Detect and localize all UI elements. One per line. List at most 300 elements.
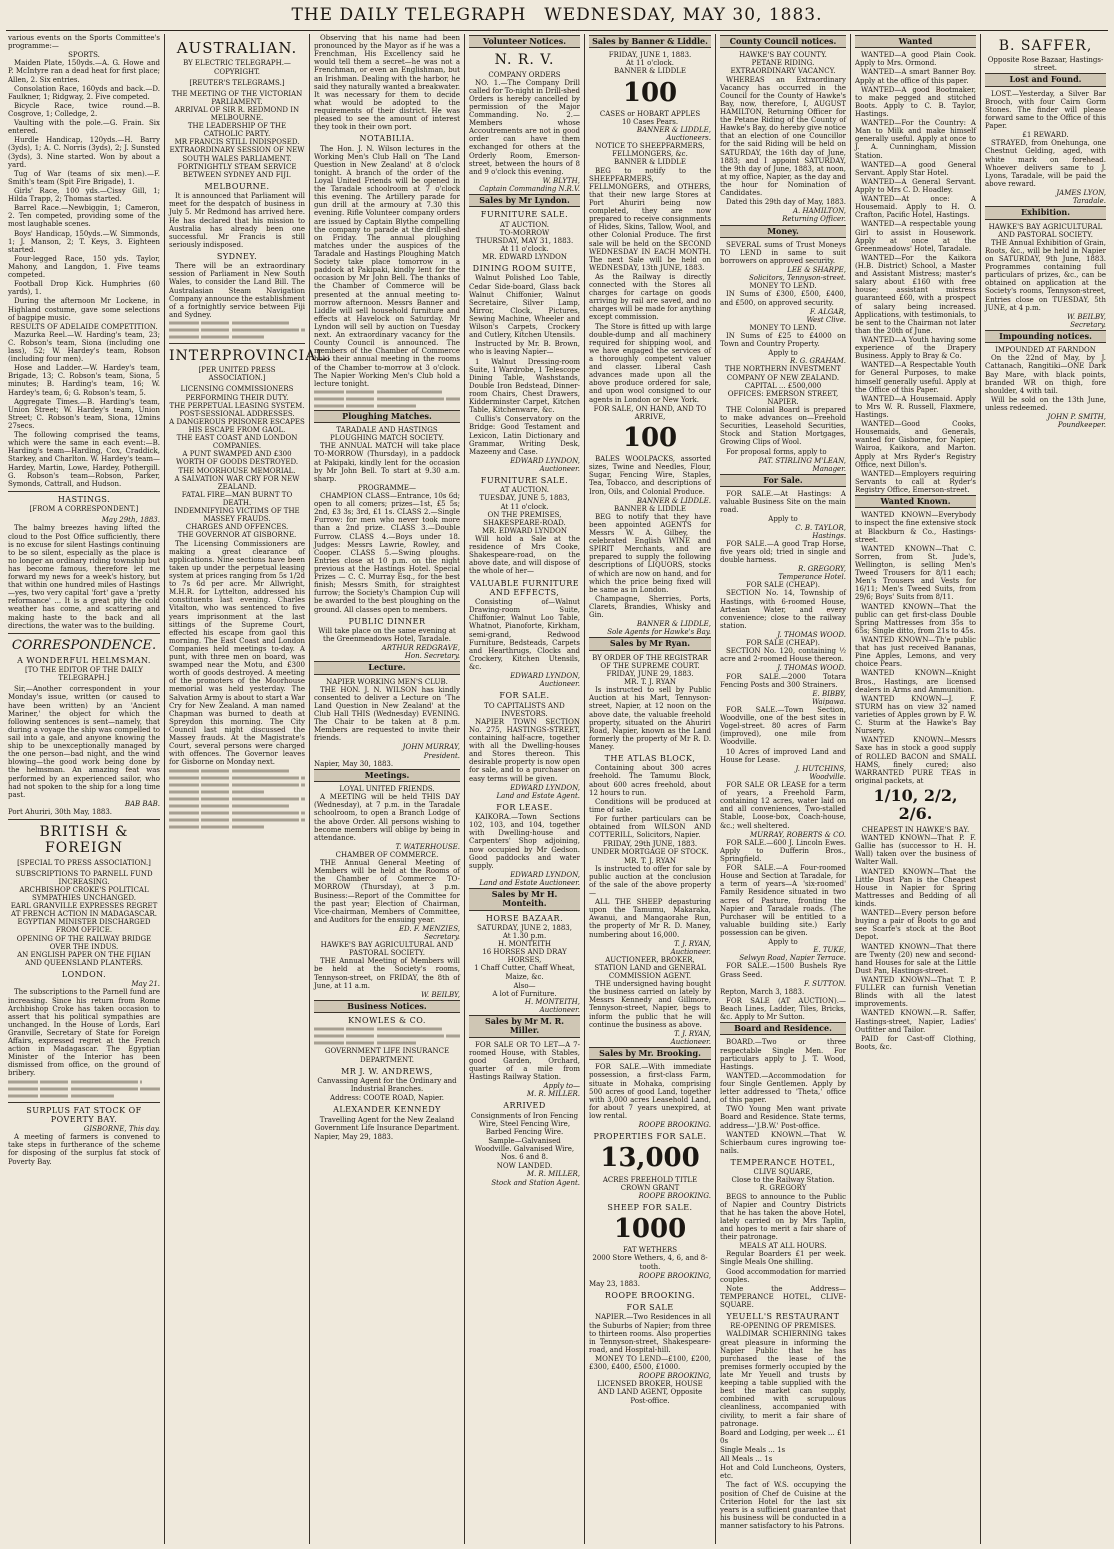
lend-heading: MONEY TO LEND. xyxy=(749,323,817,332)
wanted-ad: WANTED—A Respectable Youth for General Purposes, to make himself generally useful. Apply at the Office of this Paper. xyxy=(855,361,976,394)
illegible-text xyxy=(169,797,305,800)
sale-ad: FOR SALE.—1500 Bushels Rye Grass Seed. xyxy=(720,962,846,979)
agent-signature: ROOPE BROOKING. xyxy=(638,1121,711,1130)
lecture-header: Lecture. xyxy=(314,661,460,674)
news-headline: THE MEETING OF THE VICTORIAN PARLIAMENT. xyxy=(171,89,303,106)
column-7 xyxy=(850,34,980,1544)
solicitor-address: Solicitors, Tennyson-street. xyxy=(748,274,846,283)
kennedy-heading: ALEXANDER KENNEDY xyxy=(333,1105,441,1115)
cheap-heading: FOR SALE (CHEAP). xyxy=(746,639,820,648)
sports-result: Football Drop Kick. Humphries (60 yards), 1. xyxy=(8,280,160,297)
lender-signature: R. G. GRAHAM. xyxy=(790,357,846,366)
illegible-text xyxy=(314,390,442,393)
paper-date: WEDNESDAY, MAY 30, 1883. xyxy=(544,5,823,25)
board-header: Board and Residence. xyxy=(720,1022,846,1035)
vacancy-title: EXTRAORDINARY VACANCY. xyxy=(730,67,836,76)
auctioneer-role: Auctioneer. xyxy=(670,947,711,956)
seller-signature: E. TUKE, xyxy=(813,946,846,955)
conditions-text: Conditions will be produced at time of sale. xyxy=(589,797,711,814)
wanted-known-ad: WANTED KNOWN—That P. F. Gallie has (successor to H. H. Wall) taken over the business of Walter Wall. xyxy=(855,834,976,867)
saffer-address: Opposite Rose Bazaar, Hastings-street. xyxy=(987,56,1104,73)
for-sale-heading: FOR SALE xyxy=(626,1303,674,1313)
mortgage-heading: UNDER MORTGAGE OF STOCK. xyxy=(591,848,709,857)
wanted-known-ad: WANTED KNOWN—Messrs Saxe has in stock a good supply of ROLLED BACON and SMALL HAMS, finely cured; also WARRANTED PURE TEAS in original packets, at xyxy=(855,736,976,785)
news-headline: EXTRAORDINARY SESSION OF NEW SOUTH WALES PARLIAMENT. xyxy=(169,146,305,163)
lot-list: BALES WOOLPACKS, assorted sizes, Twine and Needles, Flour, Sugar, Fencing Wire, Staples, Tea, Tobacco, and descriptions of Iron, Oils, and Colonial Produce. xyxy=(589,455,711,496)
auctioneer-name: MR. EDWARD LYNDON xyxy=(481,253,568,262)
andrews-address: Address: COOTE ROAD, Napier. xyxy=(330,1094,444,1103)
brooking-header: Sales by Mr. Brooking. xyxy=(589,1047,711,1060)
wanted-known-ad: WANTED KNOWN—J. F. STURM has on view 32 named varieties of Apples grown by F. W. C. Sturm at the Hawke's Bay Nursery. xyxy=(855,694,976,736)
notabilia-heading: NOTABILIA. xyxy=(359,134,415,144)
seller-address: Hastings. xyxy=(812,531,846,540)
wanted-known-ad: PAID for Cast-off Clothing, Boots, &c. xyxy=(855,1034,976,1051)
sale-location: ON THE PREMISES, SHAKESPEARE-ROAD. xyxy=(483,510,566,527)
dinner-text: Will take place on the same evening at the Greenmeadows Hotel, Taradale. xyxy=(318,626,456,644)
auctioneer-role: Auctioneer. xyxy=(539,1006,580,1015)
sale-time: At 11 o'clock. xyxy=(500,502,549,511)
property-text: NAPIER TOWN SECTION No. 275, HASTINGS-STREET, containing half-acre, together with all the Dwelling-houses and Stores thereon. This desirable property is now open for sale, and to a purchaser on easy terms will be given. xyxy=(469,717,580,783)
illegible-text xyxy=(169,328,305,331)
sale-ad: FOR SALE (AT AUCTION).—Beach Lines, Ladder, Tiles, Bricks, &c. Apply to Mr Sutton. xyxy=(720,996,846,1022)
seller-signature: C. B. TAYLOR, xyxy=(795,523,846,532)
sale-time: At 11 o'clock. xyxy=(500,245,549,253)
furniture-heading: FURNITURE SALE. xyxy=(480,476,569,486)
cheap-heading: FOR SALE (CHEAP). xyxy=(746,581,820,590)
chamber-text: THE Annual General Meeting of Members will be held at the Rooms of the Chamber of Commerce TO-MORROW (Thursday), at 3 p.m. Business:—Report of the Committee for the past year; Election of Chairman, Vice-chairman, Members of Committee, and Auditors for the ensuing year. xyxy=(314,859,460,924)
county-title: HAWKE'S BAY COUNTY. xyxy=(739,51,827,60)
wanted-ad: WANTED—A Youth having some experience of the Drapery Business. Apply to Bray & Co. xyxy=(855,335,976,361)
lot-heading: THE ATLAS BLOCK, xyxy=(604,754,696,764)
consignment-text: Consignments of Iron Fencing Wire, Steel Fencing Wire, Barbed Fencing Wire. xyxy=(470,1111,579,1136)
sydney-text: There will be an extraordinary session of Parliament in New South Wales, to consider the Land Bill. The Australasian Steam Navigation Company announce the establishment of a fortnightly service between Fiji and Sydney. xyxy=(169,262,305,319)
news-headline: ARCHBISHOP CROKE'S POLITICAL SYMPATHIES UNCHANGED. xyxy=(19,885,149,903)
illegible-text xyxy=(169,769,289,772)
chamber-signature: ED. F. MENZIES, xyxy=(398,924,460,933)
sale-date: SATURDAY, JUNE 2, 1883, xyxy=(477,923,572,932)
money-text: IN Sums of £300, £500, £400, and £500, on approved security. xyxy=(720,290,846,307)
divider xyxy=(8,491,160,492)
gov-life-title: GOVERNMENT LIFE INSURANCE DEPARTMENT. xyxy=(324,1047,450,1064)
sale-date: FRIDAY, JUNE 1, 1883. xyxy=(608,51,692,60)
chamber-title: CHAMBER OF COMMERCE. xyxy=(335,850,439,859)
lend-heading: MONEY TO LEND. xyxy=(749,282,817,291)
divider xyxy=(8,1102,160,1103)
agent-role: Land and Estate Auctioneer. xyxy=(479,879,580,888)
letter-heading: A WONDERFUL HELMSMAN. xyxy=(17,655,151,665)
news-headline: EARL GRANVILLE EXPRESSES REGRET AT FRENCH ACTION IN MADAGASCAR. xyxy=(10,902,158,919)
news-headline: A PUNT SWAMPED AND £300 WORTH OF GOODS DESTROYED. xyxy=(175,450,299,467)
notice-text: As the Railway is directly connected with the Stores all charges for cartage on goods arriving by rail are saved, and no charges will be made for anything except commission. xyxy=(589,272,711,322)
board-ad: TWO Young Men want private Board and Residence. State terms, address—'J.B.W.' Post-office. xyxy=(720,1105,846,1130)
furniture-heading: FURNITURE SALE. xyxy=(480,210,569,220)
london-heading: LONDON. xyxy=(61,970,107,980)
hotel-address: CLIVE SQUARE, xyxy=(753,1168,813,1177)
nrv-heading: N. R. V. xyxy=(494,52,555,69)
hotel-text: Regular Boarders £1 per week. Single Meals One shilling. xyxy=(720,1250,846,1267)
wanted-ad: WANTED—A good General Servant. Apply Star Hotel. xyxy=(855,160,976,177)
pastoral-signature: W. BEILBY, xyxy=(420,990,460,999)
article-paragraph: The following comprised the teams, which were the same in each event:—B. Harding's team—Harding, Cox, Craddick, Starkey, and Charlton. W. Hardey's team—Hardey, Martin, Lowe, Hardey, Pothergill. G. Robson's team—Robson, Parker, Symonds, Cattrall, and Hudson. xyxy=(8,431,160,488)
news-headline: THE PERPETUAL LEASING SYSTEM. xyxy=(169,401,305,410)
manager-signature: PAT. STIRLING M'LEAN, xyxy=(758,456,846,465)
sale-instruction: Instructed by Mr. B. Brown, who is leaving Napier— xyxy=(469,340,580,357)
news-headline: THE MOORHOUSE MEMORIAL. xyxy=(178,466,296,475)
auctioneer-signature: EDWARD LYNDON, xyxy=(510,672,580,681)
lot-heading: 16 HORSES AND DRAY HORSES, xyxy=(482,948,567,965)
seller-signature: J. HUTCHINS, xyxy=(795,764,846,773)
sale-ad: FOR SALE.—600 J. Lincoln Ewes. Apply to Dufferin Bros., Springfield. xyxy=(720,838,846,863)
news-headline: A DANGEROUS PRISONER ESCAPES HIS ESCAPE FROM GAOL. xyxy=(169,417,305,434)
wanted-known-ad: WANTED KNOWN—Th'e public that has just received Bananas, Pine Apples, Lemons, and very choice Pears. xyxy=(855,635,976,669)
lot-list: 2000 Store Wethers, 4, 6, and 8-tooth. xyxy=(592,1254,708,1271)
pastoral-text: THE Annual Meeting of Members will be held at the Society's rooms, Tennyson-street, on FRIDAY, the 8th of June, at 11 a.m. xyxy=(314,957,460,990)
orders-text: NO. 1.—The Company Drill called for To-night in Drill-shed Orders is hereby cancelled by permission of the Major Commanding. No. 2.—Members whose Accoutrements are not in good order can have them exchanged for others at the Orderly Room, Emerson-street, between the hours of 8 and 9 o'clock this evening. xyxy=(469,78,581,176)
exhibition-title: HAWKE'S BAY AGRICULTURAL AND PASTORAL SOCIETY. xyxy=(988,222,1103,239)
sale-day: TO-MORROW xyxy=(499,228,550,237)
restaurant-text: The fact of W.S. occupying the position of Chef de Cuisine at the Criterion Hotel for the last six years is a sufficient guarantee that his business will be conducted in a manner satisfactory to his Patrons. xyxy=(720,1481,846,1530)
illegible-text xyxy=(169,783,305,786)
property-text: KAIKORA.—Town Sections 102, 103, and 104, together with Dwelling-house and Carpenters' Shop adjoining, now occupied by Mr Gedson. Good paddocks and water supply. xyxy=(469,813,580,870)
sports-intro: various events on the Sports Committee's programme:— xyxy=(8,34,160,51)
letter-text: Sir,—Another correspondent in your Monday's issue, written (or caused to have been written) by an 'Ancient Mariner,' the object for which the following sentences is sent—namely, that during a voyage the ship was compelled to sail into a gale, and anyone knowing the ship to be unexceptionally managed by the one person—bad night, and the wind blowing—the good work being done by the helmsman. An amazing feat was performed by an experienced sailor, who had not spoken to the ship for a long time past. xyxy=(8,685,160,799)
news-headline: THE LEADERSHIP OF THE CATHOLIC PARTY. xyxy=(187,122,287,139)
divider xyxy=(169,343,305,344)
lot-list: Containing about 300 acres freehold. The Tamumu Block, about 600 acres freehold, about 12 hours to run. xyxy=(589,764,711,797)
london-date: May 21. xyxy=(131,980,160,989)
lot-list: A lot of Furniture. xyxy=(492,989,557,998)
illegible-text xyxy=(314,1035,460,1038)
wanted-known-ad: WANTED KNOWN—Knight Bros., Hastings, are licensed dealers in Arms and Ammunition. xyxy=(855,669,976,694)
vacancy-text: WHEREAS an Extraordinary Vacancy has occurred in the Council for the County of Hawke's Bay, now, therefore, I, AUGUST HAMILTON, Returning Officer for the Petane Riding of the County of Hawke's Bay, do hereby give notice that an election of one Councillor for the said Riding will be held on SATURDAY, the 16th day of June, 1883; and I appoint SATURDAY, the 9th day of June, 1883, at noon, at my office, Napier, as the day and the hour for Nomination of Candidates. xyxy=(720,75,846,198)
sale-date: FRIDAY, 29th JUNE, 1883. xyxy=(602,840,698,849)
news-headline: MR FRANCIS STILL INDISPOSED. xyxy=(174,138,300,147)
column-3 xyxy=(309,34,464,1544)
auctioneer-signature: EDWARD LYNDON, xyxy=(510,456,580,465)
illegible-text xyxy=(169,790,264,793)
sports-result: Four-legged Race, 150 yds. Taylor, Mahony, and Langdon, 1. Five teams competed. xyxy=(8,254,160,280)
news-headline: SUBSCRIPTIONS TO PARNELL FUND INCREASING. xyxy=(15,869,153,886)
sale-text: Is instructed to offer for sale by public auction at the conclusion of the sale of the above property— xyxy=(589,864,711,897)
strayed-ad: STRAYED, from Onehunga, one Chestnut Gelding, aged, with white mark on forehead. Whoever delivers same to J. Lyons, Taradale, will be paid the above reward. xyxy=(985,139,1106,188)
sale-date: TUESDAY, JUNE 5, 1883, xyxy=(479,494,570,503)
quantity-figure: 100 xyxy=(622,77,678,108)
illegible-text xyxy=(8,1087,160,1090)
article-paragraph: Mazurka Reel.—W. Harding's team, 23; C. Robson's team, Siona (including one lass), 52; W. Hardey's team, Robson (including four men). xyxy=(8,330,160,364)
secretary-signature: W. BEILBY, xyxy=(1066,312,1106,321)
impound-text: On the 22nd of May, by J. Cattanach, Rangitiki—ONE Dark Bay Mare, with black points, branded WR on thigh, fore shoulder, 4 with tail. xyxy=(985,354,1106,395)
illegible-text xyxy=(314,397,460,400)
seller-address: Waipawa. xyxy=(811,697,846,706)
agent-signature: M. R. MILLER. xyxy=(526,1090,580,1099)
illegible-text xyxy=(314,1042,416,1045)
illegible-block xyxy=(169,768,305,1018)
sale-date: May 23, 1883. xyxy=(589,1279,640,1288)
auctioneer-role: Auctioneer. xyxy=(539,465,580,473)
auction-label: AT AUCTION. xyxy=(500,486,549,495)
miller-header: Sales by Mr M. R. Miller. xyxy=(469,1015,580,1038)
seller-address: Woodville. xyxy=(809,772,846,781)
reward-heading: £1 REWARD. xyxy=(1022,131,1069,140)
notice-text: The Store is fitted up with large double-dump and all machinery required for shipping wool, and we have engaged the services of a thoroughly competent valuer and classer. Liberal Cash advances made upon all the above produce ordered for sale, and upon wool consigned to our agents in London or New York. xyxy=(589,322,711,404)
sale-ad: FOR SALE.—2000 Totara Fencing Posts and 300 Strainers. xyxy=(720,672,846,689)
apply-label: Apply to— xyxy=(543,1082,580,1091)
sale-date: FRIDAY, JUNE 29, 1883. xyxy=(606,669,694,678)
article-paragraph: Observing that his name had been pronounced by the Mayor as if he was a Frenchman, His Excellency said he would tell them a secret—he was not a Frenchman, or even an Englishman, but an Irishman. Dealing with the harbor, he said they naturally wanted a breakwater. It was necessary for them to decide what would be adopted to the requirements of their district. He was pleased to see the amount of interest they took in their own port. xyxy=(314,34,460,132)
impounding-header: Impounding notices. xyxy=(985,330,1106,343)
apply-label: Apply to xyxy=(768,938,798,947)
impound-text: Will be sold on the 13th June, unless redeemed. xyxy=(985,395,1106,412)
masthead xyxy=(0,0,1114,25)
board-ad: BOARD.—Two or three respectable Single Men. For particulars apply to J. T. Wood, Hastings. xyxy=(720,1038,846,1071)
owner-address: Taradale. xyxy=(1072,197,1106,206)
orders-signature: W. BLYTH, xyxy=(542,176,580,185)
programme-heading: PROGRAMME— xyxy=(357,483,417,492)
seller-signature: J. THOMAS WOOD. xyxy=(777,664,846,673)
article-paragraph: Aggregate Times.—B. Harding's team, Union Street; W. Hardey's team, Union Street; C. Robson's team, Siona, 12mins 27secs. xyxy=(8,397,160,431)
agent-signature: ROOPE BROOKING. xyxy=(638,1191,711,1200)
agent-role: Stock and Station Agent. xyxy=(491,1178,580,1187)
lot-heading: CASES or HOBART APPLES xyxy=(599,109,701,118)
price-line: Hot and Cold Luncheons, Oysters, etc. xyxy=(720,1464,846,1481)
money-text: SEVERAL sums of Trust Moneys TO LEND in same to suit borrowers on approved security. xyxy=(720,240,846,266)
illegible-text xyxy=(169,825,264,828)
cheapest-label: CHEAPEST IN HAWKE'S BAY. xyxy=(861,826,970,835)
kennedy-text: Travelling Agent for the New Zealand Government Life Insurance Department. xyxy=(314,1115,460,1132)
proprietor-name: R. GREGORY xyxy=(759,1184,807,1193)
wanted-ad: WANTED—A smart Banner Boy. Apply at the office of this paper. xyxy=(855,68,976,85)
officer-signature: A. HAMILTON, xyxy=(793,207,846,216)
article-paragraph: Hose and Ladder.—W. Hardey's team, Brigade, 13; C. Robson's team, Siona, 5 minutes; B. Harding's team, 16; W. Hardey's team, 6; G. Robson's team, 5. xyxy=(8,364,160,397)
wanted-known-ad: WANTED—Every person before buying a pair of Boots to go and see Scarfe's stock at the Boot Depot. xyxy=(855,909,976,942)
sale-ad: FOR SALE.—Town Section, Woodville, one of the best sites in Vogel-street. 80 acres of Farm (improved), one mile from Woodville. xyxy=(720,706,846,747)
interprovincial-text: The Licensing Commissioners are making a great clearance of applications. Nine sections have been taken up under the perpetual leasing system at prices ranging from 5s 1/2d to 7s 6d per acre. Mr Allwright, M.H.R. for Lyttelton, addressed his constituents last evening. Charles Vitalton, who was sentenced to five years imprisonment at the last sittings of the Supreme Court, effected his escape from gaol this morning. The East Coast and London Companies held meetings to-day. A punt, with three men on board, was swamped near the Motu, and £300 worth of goods destroyed. A meeting of the promoters of the Moorhouse memorial was held yesterday. The Salvation Army is about to start a War Cry for New Zealand. A man named Chapman was burned to death at Spreydon this morning. The City Council last night discussed the Massey frauds. At the Magistrate's Court, several persons were charged with offences. The Governor leaves for Gisborne on Monday next. xyxy=(169,539,305,767)
column-1 xyxy=(4,34,164,1544)
london-text: The subscriptions to the Parnell fund are increasing. Since his return from Rome Archbishop Croke has taken occasion to assert that his political sympathies are unchanged. In the House of Lords, Earl Granville, Secretary of State for Foreign Affairs, expressed regret at the French action in Madagascar. The Egyptian Minister of the Interior has been dismissed from office, on the ground of bribery. xyxy=(8,988,160,1078)
illegible-text xyxy=(8,1094,114,1097)
column-8 xyxy=(980,34,1110,1544)
illegible-text xyxy=(314,1028,442,1031)
tea-prices: 1/10, 2/2, 2/6. xyxy=(873,785,958,824)
lot-list: Walnut Polished Loo Table, Cedar Side-board, Glass back Walnut Chiffonier, Walnut Secretaire, Silver Lamp, Mirror, Clock, Pictures, Sewing Machine, Wheeler and Wilson's Carpets, Crockery and Cutlery, Kitchen Utensils. xyxy=(469,274,580,340)
meeting-title: LOYAL UNITED FRIENDS. xyxy=(339,785,435,794)
order-heading: BY ORDER OF THE REGISTRAR OF THE SUPREME COURT. xyxy=(592,653,708,670)
ploughing-text: THE ANNUAL MATCH will take place TO-MORROW (Thursday), in a paddock at Pakipaki, kindly lent for the occasion by Mr John Bell. To start at 9.30 a.m. sharp. xyxy=(314,442,460,483)
pastoral-title: HAWKE'S BAY AGRICULTURAL AND PASTORAL SOCIETY. xyxy=(320,941,454,958)
lot-heading: DINING ROOM SUITE, xyxy=(472,264,577,274)
illegible-text xyxy=(169,804,289,807)
capitalists-heading: TO CAPITALISTS AND INVESTORS. xyxy=(484,701,565,718)
wanted-ad: WANTED—For the Country: A Man to Milk and make himself generally useful. Apply at once to J. A. Cunningham, Mission Station. xyxy=(855,119,976,160)
lender-signature: F. ALGAR, xyxy=(809,307,846,316)
sale-ad: 10 Acres of improved Land and House for Lease. xyxy=(720,747,846,764)
sale-time: At 11 o'clock. xyxy=(625,59,674,68)
sale-date: THURSDAY, MAY 31, 1883. xyxy=(475,236,574,245)
news-headline: AN ENGLISH PAPER ON THE FIJIAN AND QUEENSLAND PLANTERS. xyxy=(17,950,151,967)
section-heading: RESULTS OF ADELAIDE COMPETITION. xyxy=(10,322,158,331)
business-header: Business Notices. xyxy=(314,1000,460,1013)
banner-header: Sales by Banner & Liddle. xyxy=(589,35,711,48)
for-sale-heading: FOR SALE. xyxy=(499,691,550,701)
auctioneer-signature: H. MONTEITH, xyxy=(524,997,580,1006)
illegible-text xyxy=(8,1080,142,1083)
australian-sub: BY ELECTRIC TELEGRAPH.—COPYRIGHT. xyxy=(183,59,291,76)
quantity-figure: 13,000 xyxy=(600,1143,700,1174)
horse-bazaar-heading: HORSE BAZAAR. xyxy=(485,913,564,923)
fund-text: A meeting of farmers is convened to take steps in furtherance of the scheme for disposing of the surplus fat stock of Poverty Bay. xyxy=(8,1133,160,1166)
wanted-known-ad: WANTED KNOWN—That the Little Dust Pan is the Cheapest House in Napier for Spring Mattresses and Bedding of all kinds. xyxy=(855,867,976,909)
reuter-label: [REUTER'S TELEGRAMS.] xyxy=(189,78,285,87)
lot-list: Cullis's Conservatory on the Bridge: Good Testament and Lexicon, Latin Dictionary and Grammar, Writing Desk, Mazeeny and Case. xyxy=(469,415,580,456)
auctioneer-name: H. MONTEITH xyxy=(498,940,551,949)
lecture-title: NAPIER WORKING MEN'S CLUB. xyxy=(326,677,448,686)
notice-heading: NOTICE TO SHEEPFARMERS, FELLMONGERS, &c. xyxy=(595,142,705,159)
exhibition-text: THE Annual Exhibition of Grain, Roots, &c., will be held in Napier on SATURDAY, 9th June, 1883. Programmes containing full particulars of prizes, &c., can be obtained on application at the Society's rooms, Tennyson-street, Entries close on TUESDAY, 5th JUNE, at 4 p.m. xyxy=(985,238,1106,312)
column-5 xyxy=(584,34,715,1544)
volunteer-header: Volunteer Notices. xyxy=(469,35,580,48)
restaurant-heading: YEUELL'S RESTAURANT xyxy=(726,1312,840,1322)
saffer-heading: B. SAFFER, xyxy=(998,38,1093,54)
notice-text: THE undersigned having bought the business carried on lately by Messrs Kennedy and Gillmore, Tennyson-street, Napier, begs to inform the public that he will continue the business as above. xyxy=(589,980,711,1029)
seller-signature: J. THOMAS WOOD. xyxy=(777,631,846,640)
seller-signature: MURRAY, ROBERTS & CO. xyxy=(749,830,846,839)
auction-label: AT AUCTION. xyxy=(500,220,549,229)
auctioneer-name: MR. EDWARD LYNDON xyxy=(481,526,568,535)
wanted-ad: WANTED—Good Cooks, Housemaids, and Generals, wanted for Gisborne, for Napier, Wairoa, Kaikora, and Marton. Apply at Mrs Ryder's Registry Office, next Dillon's. xyxy=(855,420,976,469)
poundkeeper-role: Poundkeeper. xyxy=(1057,421,1106,430)
kennedy-date: Napier, May 29, 1883. xyxy=(314,1132,394,1141)
melbourne-text: It is announced that Parliament will meet for the despatch of business in July 5. Mr Redmond has arrived here. He has declared that his mission to Australia has already been one successful. Mr Francis is still seriously indisposed. xyxy=(169,192,305,249)
paper-title: THE DAILY TELEGRAPH xyxy=(291,5,527,25)
news-headline: THE GOVERNOR AT GISBORNE. xyxy=(177,531,297,540)
for-sale-header: For Sale. xyxy=(720,474,846,487)
auctioneer-role: Auctioneers. xyxy=(666,134,711,143)
sheep-heading: SHEEP FOR SALE. xyxy=(607,1202,693,1212)
illegible-text xyxy=(314,404,416,407)
british-foreign-heading: BRITISH & FOREIGN xyxy=(39,824,129,857)
notabilia-text: The Hon. J. N. Wilson lectures in the Working Men's Club Hall on 'The Land Question in New Zealand' at 8 o'clock tonight. A branch of the order of the Loyal United Friends will be opened in the Taradale schoolroom at 7 o'clock this evening. The Artillery parade for gun drill at the armoury at 7.30 this evening. Rifle Volunteer company orders are issued by Captain Blythe compelling the company to parade at the drill-shed on Friday. The annual ploughing matches under the auspices of the Taradale and Hastings Ploughing Match Society take place tomorrow in a paddock at Pakipaki, kindly lent for the occasion by Mr John Bell. The thanks of the Chamber of Commerce will be presented at the annual meeting to-morrow afternoon. Messrs Banner and Liddle will sell household furniture and effects at Havelock on Saturday. Mr Lyndon will sell by auction on Tuesday next. An extraordinary vacancy for the County Council is announced. The members of the Chamber of Commerce hold their annual meeting in the rooms of the Chamber to-morrow at 3 o'clock. The Napier Working Men's Club hold a lecture tonight. xyxy=(314,144,460,388)
chamber-role: Secretary. xyxy=(424,933,460,942)
correspondence-heading: CORRESPONDENCE. xyxy=(11,637,157,653)
lecture-signature: JOHN MURRAY, xyxy=(402,743,460,752)
news-headline: LICENSING COMMISSIONERS PERFORMING THEIR DUTY. xyxy=(180,385,294,402)
knowles-heading: KNOWLES & CO. xyxy=(348,1016,426,1026)
news-headline: FATAL FIRE—MAN BURNT TO DEATH. xyxy=(181,490,293,507)
lyndon-header: Sales by Mr Lyndon. xyxy=(469,194,580,207)
hastings-sub: [FROM A CORRESPONDENT.] xyxy=(29,505,139,514)
news-headline: OPENING OF THE RAILWAY BRIDGE OVER THE INDUS. xyxy=(16,934,152,951)
orders-role: Captain Commanding N.R.V. xyxy=(479,185,580,194)
sale-ad: FOR SALE.—A Four-roomed House and Section at Taradale, for a term of years—A 'six-roomed' Family Residence situated in two acres of Pasture, fronting the Napier and Taradale roads. (The Purchaser will be entitled to a valuable building site.) Early possession can be given. xyxy=(720,864,846,937)
news-headline: INDEMNIFYING VICTIMS OF THE MASSEY FRAUDS. xyxy=(174,507,300,524)
lot-list: Consisting of—Walnut Drawing-room Suite, Chiffonier, Walnut Loo Table, Whatnot, Pianoforte, Kirkham, semi-grand, Redwood Furniture, Bedsteads, Carpets and Hearthrugs, Clocks and Crockery, Kitchen Utensils, &c. xyxy=(469,598,580,671)
masthead-rule xyxy=(6,30,1108,31)
news-headline: A SALVATION WAR CRY FOR NEW ZEALAND. xyxy=(174,474,300,491)
divider xyxy=(8,633,160,634)
meals-heading: MEALS AT ALL HOURS. xyxy=(739,1242,827,1251)
notice-text: BEG to notify to the SHEEPFARMERS, FELLMONGERS, and OTHERS, that their new large Stores at Port Ahuriri being now completed, they are now prepared to receive consignments of Hides, Skins, Tallow, Wool, and other Colonial Produce. The first sale will be held on the SECOND WEDNESDAY IN EACH MONTH. The next Sale will be held on WEDNESDAY, 13th JUNE, 1883. xyxy=(589,166,711,272)
meeting-signature: T. WATERHOUSE. xyxy=(395,842,460,851)
hastings-heading: HASTINGS. xyxy=(57,494,111,504)
wanted-known-ad: WANTED KNOWN—That T. P. FULLER can furnish Venetian Blinds with all the latest improvements. xyxy=(855,976,976,1009)
dinner-heading: PUBLIC DINNER xyxy=(348,616,426,626)
seller-address: Temperance Hotel. xyxy=(778,573,846,582)
ploughing-header: Ploughing Matches. xyxy=(314,410,460,423)
fund-sub: GISBORNE, This day. xyxy=(83,1125,160,1134)
wanted-ad: WANTED—A respectable young Girl to assist in Housework. Apply at once at the Greenmeadows' Hotel, Taradale. xyxy=(855,220,976,253)
sports-result: Barrel Race.—Newbiggin, 1; Cameron, 2. Ten competed, providing some of the most laughable scenes. xyxy=(8,204,160,229)
poundkeeper-signature: JOHN P. SMITH, xyxy=(1047,413,1106,422)
wanted-ad: WANTED—A good Plain Cook. Apply to Mrs. Ormond. xyxy=(855,51,976,68)
auctioneer-role: Auctioneer. xyxy=(670,1037,711,1046)
office-text: LICENSED BROKER, HOUSE AND LAND AGENT, Opposite Post-office. xyxy=(597,1380,703,1405)
sports-result: Maiden Plate, 150yds.—A. G. Howe and P. McIntyre ran a dead heat for first place; Allen, 2. Six entries. xyxy=(8,59,160,84)
news-headline: ARRIVAL OF SIR R. REDMOND IN MELBOURNE. xyxy=(174,105,300,123)
hotel-heading: TEMPERANCE HOTEL, xyxy=(730,1157,836,1167)
wanted-ad: WANTED—A good Bootmaker, to make pegged and stitched Boots. Apply to C. B. Taylor, Hastings. xyxy=(855,85,976,119)
seller-signature: F. SUTTON. xyxy=(803,979,846,988)
news-headline: POST-SESSIONAL ADDRESSES. xyxy=(179,409,295,418)
auctioneer-name: BANNER & LIDDLE xyxy=(614,67,686,76)
news-headline: CHARGES AND OFFENCES. xyxy=(185,523,289,532)
notice-text: BEG to notify that they have been appointed AGENTS for Messrs W. A. Gilbey, the celebrated English WINE and SPIRIT Merchants, and are prepared to supply the following descriptions of LIQUORS, stocks of which are now on hand, and for which the price being fixed will be same as in London. xyxy=(589,512,711,594)
column-6 xyxy=(715,34,850,1544)
sale-ad: FOR SALE.—At Hastings: A valuable Business Site on the main road. xyxy=(720,490,846,515)
article-paragraph: During the afternoon Mr Lockene, in Highland costume, gave some selections of bagpipe music. xyxy=(8,297,160,322)
quantity-figure: 100 xyxy=(622,422,678,453)
agent-signature: M. R. MILLER, xyxy=(526,1170,580,1179)
sale-text: Is instructed to sell by Public Auction at his Mart, Tennyson-street, Napier, at 12 noon on the above date, the valuable freehold property, situated on the Ahuriri Road, Napier, known as the Land formerly the property of Mr R. D. Maney. xyxy=(589,686,711,751)
hotel-text: Good accommodation for married couples. xyxy=(720,1267,846,1284)
monteith-header: Sales by Mr H. Monteith. xyxy=(469,888,580,911)
wanted-known-ad: WANTED KNOWN.—R. Saffer, Hastings-street, Napier, Ladies' Outfitter and Tailor. xyxy=(855,1009,976,1034)
lot-list: Champagne, Sherries, Ports, Clarets, Brandies, Whisky and Gin. xyxy=(589,594,711,620)
advances-text: THE Colonial Board is prepared to make advances on—Freehold Securities, Leasehold Securities, Stock and Station Mortgages, Growing Clips of Wool. xyxy=(720,406,846,447)
sydney-heading: SYDNEY. xyxy=(216,251,258,261)
hotel-text: BEGS to announce to the Public of Napier and Country Districts that he has taken the above Hotel, lately carried on by Mrs Taplin, and hopes to merit a fair share of their patronage. xyxy=(720,1192,846,1242)
auctioneer-signature: T. J. RYAN, xyxy=(674,1029,711,1038)
wanted-ad: WANTED—A Housemaid. Apply to Mrs W. R. Russell, Flaxmere, Hastings. xyxy=(855,394,976,419)
sale-ad: SECTION No. 120, containing ½ acre and 2-roomed House thereon. xyxy=(720,647,846,664)
business-title: AUCTIONEER, BROKER, STATION LAND and GENERAL COMMISSION AGENT. xyxy=(594,955,706,981)
auctioneer-name: MR. T. J. RYAN xyxy=(623,856,676,865)
meeting-text: A MEETING will be held THIS DAY (Wednesday), at 7 p.m. in the Taradale schoolroom, to open a Branch Lodge of the above Order. All persons wishing to become members will oblige by being in attendance. xyxy=(314,793,460,842)
lot-sub: 10 Cases Pears. xyxy=(621,117,679,126)
sports-result: Consolation Race, 160yds and back.—D. Faulkner, 1; Ridgway, 2. Five competed. xyxy=(8,84,160,101)
wanted-known-ad: WANTED KNOWN—That the public can get first-class Double Spring Mattresses from 35s to 65s; Single ditto, from 21s to 45s. xyxy=(855,602,976,635)
price-line: All Meals ... 1s xyxy=(720,1455,773,1464)
wanted-ad: WANTED—A General Servant. Apply to Mrs C. D. Hoadley. xyxy=(855,177,976,195)
lost-ad: LOST.—Yesterday, a Silver Bar Brooch, with four Cairn Gorm Stones. The finder will please forward same to the Office of this Paper. xyxy=(985,89,1106,131)
agent-signature: ROOPE BROOKING, xyxy=(638,1372,711,1381)
wanted-header: Wanted xyxy=(855,35,976,48)
news-headline: FORTNIGHTLY STEAM SERVICE BETWEEN SYDNEY AND FIJI. xyxy=(177,162,297,179)
money-header: Money. xyxy=(720,225,846,238)
county-header: County Council notices. xyxy=(720,35,846,48)
exhibition-header: Exhibition. xyxy=(985,206,1106,219)
agent-heading: ROOPE BROOKING. xyxy=(604,1290,696,1300)
interprovincial-sub: [PER UNITED PRESS ASSOCIATION.] xyxy=(198,366,276,383)
restaurant-text: WALDIMAR SCHIERNING takes great pleasure in informing the Napier Public that he has purchased the lease of the premises formerly occupied by the late Mr Yeuell and trusts by keeping a table supplied with the best the market can supply, combined with scrupulous cleanliness, accompanied with civility, to merit a fair share of patronage. xyxy=(720,1330,846,1428)
board-ad: WANTED.—Accommodation for four Single Gentlemen. Apply by letter addressed to 'Theta,' office of this paper. xyxy=(720,1071,846,1105)
interprovincial-heading: INTERPROVINCIAL. xyxy=(169,347,333,364)
lecture-text: THE HON. J. N. WILSON has kindly consented to deliver a Lecture on 'The Land Question in New Zealand' at the Club Hall THIS (Wednesday) EVENING. The Chair to be taken at 8 p.m. Members are requested to invite their friends. xyxy=(314,685,460,743)
divider xyxy=(8,819,160,820)
illegible-text xyxy=(169,335,264,338)
wire-text: Sample—Galvanised Woodville. Galvanised Wire, Nos. 6 and 8. xyxy=(474,1137,575,1162)
money-text: IN Sums of £25 to £4000 on Town and Country Property. xyxy=(720,332,846,349)
lot-list: ALL THE SHEEP depasturing upon the Tamumu, Makaraka, Awanui, and Mangaorahe Run, the property of Mr R. D. Maney, numbering about 16,000. xyxy=(589,898,711,939)
